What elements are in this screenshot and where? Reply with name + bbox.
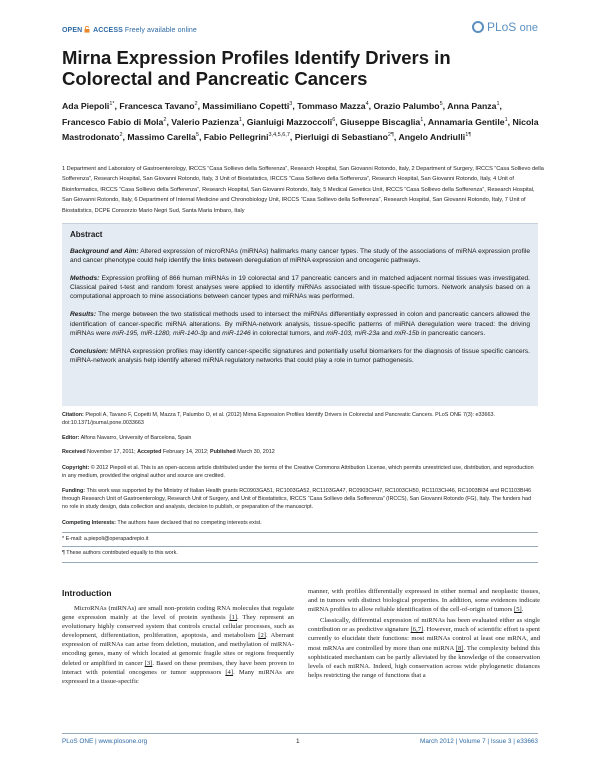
reference-link[interactable]: [5]	[514, 606, 522, 614]
issue-info: March 2012 | Volume 7 | Issue 3 | e33663	[420, 738, 538, 745]
abstract-heading: Abstract	[70, 230, 103, 239]
author-name: Nicola Mastrodonato	[62, 116, 539, 143]
affiliation-marker: 5	[195, 132, 199, 139]
reference-link[interactable]: [1]	[229, 614, 238, 622]
affiliation-marker: 1	[496, 101, 500, 107]
footer-journal: PLoS ONE | www.plosone.org	[62, 738, 148, 745]
divider	[62, 546, 538, 547]
intro-paragraph: Classically, differential expression of miRNAs has been evaluated either as single contribution or as predictive signature [6,7]. However, much of scientific effort is spent currently to elucidate their functions: most miRNAs control at least one mRNA, and most mRNAs are controlled by more than one miRNA [8]. The complexity behind this sophisticated mechanism can be partly alleviated by the knowledge of the conservation levels of each miRNA. Indeed, high conservation across wide phylogenetic distances helps restricting the range of functions that a	[308, 617, 540, 679]
corresponding-email: * E-mail: a.piepoli@operapadrepio.it	[62, 536, 149, 542]
affiliation-marker: 2	[163, 116, 167, 123]
author-name: Giuseppe Biscaglia	[340, 116, 421, 127]
dates: Received November 17, 2011; Accepted February 14, 2012; Published March 30, 2012	[62, 449, 275, 455]
affiliation-marker: 1*	[109, 101, 115, 107]
affiliations: 1 Department and Laboratory of Gastroenterology, IRCCS “Casa Sollievo della Sofferenza”, Research Hospital, San Giovanni Rotondo, Italy, 2 Department of Surgery, IRCCS “Casa Sollievo della Sofferenza”, Research Hospital, San Giovanni Rotondo, Italy, 3 Unit of Biostatistics, IRCCS “Casa Sollievo della Sofferenza”, Research Hospital, San Giovanni Rotondo, Italy, 4 Unit of Bioinformatics, IRCCS “Casa Sollievo della Sofferenza”, Research Hospital, San Giovanni Rotondo, Italy, 5 Medical Genetics Unit, IRCCS “Casa Sollievo della Sofferenza”, Research Hospital, San Giovanni Rotondo, Italy, 6 Department of Internal Medicine and Chronobiology Unit, IRCCS “Casa Sollievo della Sofferenza”, Research Hospital, San Giovanni Rotondo, Italy, 7 Unit of Biostatistics, DCPE Consorzio Mario Negri Sud, Santa Maria Imbaro, Italy	[62, 166, 544, 214]
author-list: Ada Piepoli$^{1*}$, Francesca Tavano$^2$, Massimiliano Copetti$^3$, Tommaso Mazza$^4$, Orazio Palumbo$^5$, Anna Panza$^1$, Francesco Fabio di Mola$^2$, Valerio Pazienza$^1$, Gianluigi Mazzoccoli$^6$, Giuseppe Biscaglia$^1$, Annamaria Gentile$^1$, Nicola Mastrodonato$^2$, Massimo Carella$^5$, Fabio Pellegrini$^{3,4,5,6,7}$, Pierluigi di Sebastiano$^{2\P}$, Angelo Andriulli$^{1\P}$	[62, 100, 539, 143]
copyright: Copyright: © 2012 Piepoli et al. This is an open-access article distributed under the terms of the Creative Commons Attribution License, which permits unrestricted use, distribution, and reproduction in any medium, provided the original author and source are credited.	[62, 465, 534, 479]
divider	[62, 532, 538, 533]
intro-left-column	[62, 604, 294, 686]
funding: Funding: This work was supported by the Ministry of Italian Health grants RC0903GA51, RC1003GA52, RC1103GA47, RC0903CH47, RC1003CH50, RC1103CH46, RC1003BI34 and RC1103BI46 through Research Unit of Gastroenterology, Research Unit of Surgery, and Unit of Biostatistics, IRCCS “Casa Sollievo della Sofferenza” (IRCCS), San Giovanni Rotondo (FG), Italy. The funders had no role in study design, data collection and analysis, decision to publish, or preparation of the manuscript.	[62, 488, 532, 510]
plos-one-logo: PLoS one	[472, 20, 538, 34]
citation: Citation: Piepoli A, Tavano F, Copetti M, Mazza T, Palumbo O, et al. (2012) Mirna Expression Profiles Identify Drivers in Colorectal and Pancreatic Cancers. PLoS ONE 7(3): e33663. doi:10.1371/journal.pone.0033663	[62, 412, 496, 426]
footer-divider	[62, 733, 538, 734]
article-title: Mirna Expression Profiles Identify Drivers in Colorectal and Pancreatic Cancers	[62, 47, 451, 89]
author-name: Anna Panza	[447, 100, 497, 111]
abstract-conclusion: Conclusion: MiRNA expression profiles may identify cancer-specific signatures and potentially useful biomarkers for the diagnosis of tissue specific cancers. miRNA-network analysis help identify altered miRNA regulatory networks that could play a role in tumor pathogenesis.	[70, 347, 530, 364]
affiliation-marker: 4	[365, 101, 369, 107]
author-name: Pierluigi di Sebastiano	[294, 132, 388, 143]
open-access-badge	[62, 26, 197, 34]
author-name: Fabio Pellegrini	[203, 132, 269, 143]
affiliation-marker: 2	[194, 101, 198, 107]
editor: Editor: Alfons Navarro, University of Barcelona, Spain	[62, 435, 192, 441]
access-label: ACCESS	[93, 27, 123, 34]
reference-link[interactable]: [8]	[455, 644, 464, 652]
abstract-background: Background and Aim: Altered expression of microRNAs (miRNAs) hallmarks many cancer types. The study of the associations of miRNA expression profile and cancer phenotype could help identify the links between deregulation of miRNA expression and oncogenic pathways.	[70, 248, 531, 265]
abstract-methods: Methods: Expression profiling of 866 human miRNAs in 19 colorectal and 17 pancreatic cancers and in matched adjacent normal tissues was investigated. Classical paired t-test and random forest analyses were applied to identify miRNAs associated with tissue-specific tumors. Network analysis based on a computational approach to mine associations between cancer types and miRNAs was performed.	[70, 275, 530, 301]
freely-available-label: Freely available online	[124, 27, 197, 34]
introduction-heading: Introduction	[62, 588, 112, 598]
intro-right-column	[308, 587, 540, 680]
intro-paragraph: MicroRNAs (miRNAs) are small non-protein coding RNA molecules that regulate gene expression mainly at the level of protein synthesis [1]. They represent an evolutionary highly conserved system that controls crucial cellular processes, such as development, differentiation, proliferation, apoptosis, and metabolism [2]. Aberrant expression of miRNAs can arise from deletion, mutation, and methylation of miRNA-encoding genes, many of which located at genomic fragile sites or regions frequently deleted or amplified in cancer [3]. Based on these premises, they have been proven to interact with potential oncogenes or tumor suppressors [4]. Many miRNAs are expressed in a tissue-specific	[62, 605, 294, 685]
affiliation-marker: 3	[289, 101, 293, 107]
reference-link[interactable]: [4]	[225, 668, 234, 676]
author-name: Orazio Palumbo	[373, 100, 440, 111]
author-name: Ada Piepoli	[62, 100, 110, 111]
author-name: Massimiliano Copetti	[202, 100, 290, 111]
intro-paragraph: manner, with profiles differentially expressed in either normal and neoplastic tissues, and in tumors with distinct biological properties. In addition, some evidences indicate miRNA profiles to allow reliable identification of the cell-of-origin of tumors [5].	[308, 588, 540, 614]
divider	[62, 562, 538, 563]
affiliation-marker: 1	[238, 116, 242, 123]
affiliation-marker: 1¶	[465, 132, 472, 139]
affiliation-marker: 2	[119, 132, 123, 139]
plos-ring-icon	[472, 21, 484, 33]
affiliation-marker: 1	[504, 116, 508, 123]
author-name: Francesco Fabio di Mola	[62, 116, 164, 127]
abstract-results: Results: The merge between the two statistical methods used to intersect the miRNAs differentially expressed in colon and pancreatic cancers allowed the identification of cancer-specific miRNA alterations. By miRNA-network analysis, tissue-specific patterns of miRNA deregulation were traced: the driving miRNAs were miR-195, miR-1280, miR-140-3p and miR-1246 in colorectal tumors, and miR-103, miR-23a and miR-15b in pancreatic cancers.	[70, 311, 530, 337]
competing-interests: Competing Interests: The authors have declared that no competing interests exist.	[62, 520, 262, 526]
author-name: Annamaria Gentile	[427, 116, 505, 127]
reference-link[interactable]: [3]	[144, 659, 153, 667]
author-name: Gianluigi Mazzoccoli	[246, 116, 333, 127]
author-name: Valerio Pazienza	[171, 116, 239, 127]
affiliation-marker: 5	[439, 101, 443, 107]
author-name: Francesca Tavano	[119, 100, 195, 111]
open-lock-icon	[84, 26, 90, 33]
page-number: 1	[296, 738, 300, 745]
equal-contribution-note: ¶ These authors contributed equally to this work.	[62, 550, 178, 556]
open-label: OPEN	[62, 27, 83, 34]
abstract-box	[62, 223, 538, 406]
reference-link[interactable]: [2]	[258, 632, 266, 640]
author-name: Tommaso Mazza	[297, 100, 366, 111]
affiliation-marker: 2¶	[387, 132, 394, 139]
affiliation-marker: 3,4,5,6,7	[268, 132, 290, 139]
journal-website-link[interactable]: www.plosone.org	[98, 738, 148, 745]
affiliation-marker: 6	[332, 116, 336, 123]
author-name: Massimo Carella	[127, 132, 196, 143]
reference-link[interactable]: [6,7]	[410, 626, 424, 634]
affiliation-marker: 1	[420, 116, 424, 123]
author-name: Angelo Andriulli	[398, 132, 466, 143]
